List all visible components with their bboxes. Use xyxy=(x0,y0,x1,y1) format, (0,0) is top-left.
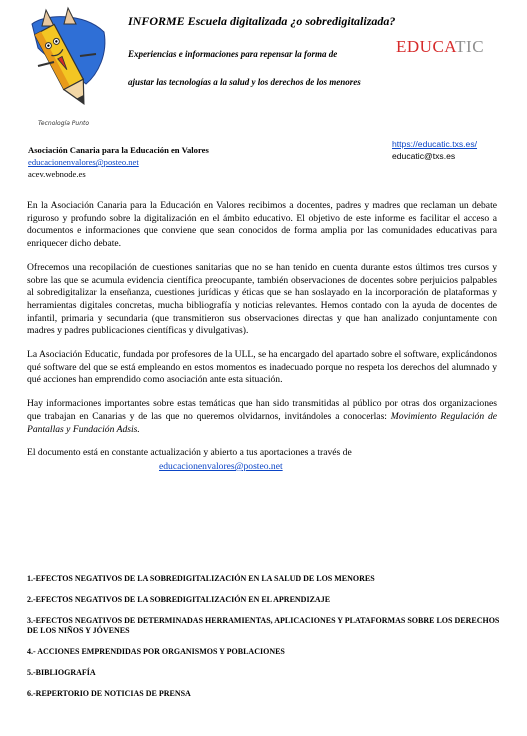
educatic-email: educatic@txs.es xyxy=(392,151,456,161)
paragraph-2: Ofrecemos una recopilación de cuestiones sanitarias que no se han tenido en cuenta durante estos últimos tres cursos y sobre las que se acumula evidencia científica preocupante, también observaciones de docentes sobre perjuicios palpables al sobredigitalizar la enseñanza, cuestiones jurídicas y éticas que se han soslayado en la incorporación de plataformas y herramientas digitales concretas, mucha bibliografía y noticias relevantes. Hemos contado con la ayuda de docentes de infantil, primaria y secundaria (que transmitieron sus observaciones directas y que han analizado conjuntamente con madres y padres publicaciones científicas y divulgativas). xyxy=(27,261,497,337)
paragraph-5 xyxy=(27,447,497,473)
org-site: acev.webnode.es xyxy=(28,169,86,179)
report-subtitle xyxy=(128,40,378,96)
paragraph-4 xyxy=(27,398,497,436)
educatic-url-link[interactable]: https://educatic.txs.es/ xyxy=(392,139,478,149)
toc-item-5[interactable]: 5.-BIBLIOGRAFÍA xyxy=(27,668,96,677)
paragraph-3: La Asociación Educatic, fundada por profesores de la ULL, se ha encargado del apartado sobre el software, explicándonos qué software del que se está empleando en estos momentos es inadecuado porque no respeta los derechos del alumnado y qué acciones han emprendido como asociación ante esta situación. xyxy=(27,349,497,386)
table-of-contents xyxy=(27,574,507,710)
brand-educa: EDUCA xyxy=(396,37,456,56)
paragraph-5-text: El documento está en constante actualización y abierto a tus aportaciones a través de xyxy=(27,447,352,459)
paragraph-4-organizations: Movimiento Regulación de Pantallas y Fundación Adsis. xyxy=(27,410,497,435)
report-title: INFORME Escuela digitalizada ¿o sobredigitalizada? xyxy=(128,14,396,28)
toc-item-6[interactable]: 6.-REPERTORIO DE NOTICIAS DE PRENSA xyxy=(27,689,191,698)
org-email-link[interactable]: educacionenvalores@posteo.net xyxy=(28,157,139,167)
organization-block xyxy=(28,144,209,180)
org-name: Asociación Canaria para la Educación en Valores xyxy=(28,145,209,155)
paragraph-1: En la Asociación Canaria para la Educación en Valores recibimos a docentes, padres y madres que reclaman un debate riguroso y profundo sobre la digitalización en el ámbito educativo. El objetivo de este informe es facilitar el acceso a documentos e informaciones que conviene que sean conocidos de forma amplia por las comunidades educativas para enriquecer dicho debate. xyxy=(27,200,497,250)
toc-item-3[interactable]: 3.-EFECTOS NEGATIVOS DE DETERMINADAS HERRAMIENTAS, APLICACIONES Y PLATAFORMAS SOBRE LOS DERECHOS DE LOS NIÑOS Y JÓVENES xyxy=(27,616,500,635)
toc-item-4[interactable]: 4.- ACCIONES EMPRENDIDAS POR ORGANISMOS Y POBLACIONES xyxy=(27,647,285,656)
pencil-mascot-icon xyxy=(24,4,108,130)
toc-item-2[interactable]: 2.-EFECTOS NEGATIVOS DE LA SOBREDIGITALIZACIÓN EN EL APRENDIZAJE xyxy=(27,595,331,604)
brand-tic: TIC xyxy=(455,37,485,56)
contribution-email-link[interactable]: educacionenvalores@posteo.net xyxy=(159,460,283,472)
educatic-brand-logo xyxy=(396,37,484,57)
subtitle-line-2: ajustar las tecnologías a la salud y los derechos de los menores xyxy=(128,77,361,87)
educatic-contact-block xyxy=(392,138,477,162)
logo-caption: Tecnología Punto xyxy=(38,120,90,127)
toc-item-1[interactable]: 1.-EFECTOS NEGATIVOS DE LA SOBREDIGITALIZACIÓN EN LA SALUD DE LOS MENORES xyxy=(27,574,375,583)
paragraph-4-text: Hay informaciones importantes sobre estas temáticas que han sido transmitidas al público por otras dos organizaciones que trabajan en Canarias y de las que no queremos olvidarnos, invitándoles a conocerlas: xyxy=(27,398,497,422)
tecnologia-punto-logo xyxy=(24,4,108,130)
intro-body xyxy=(27,200,497,474)
subtitle-line-1: Experiencias e informaciones para repensar la forma de xyxy=(128,49,338,59)
